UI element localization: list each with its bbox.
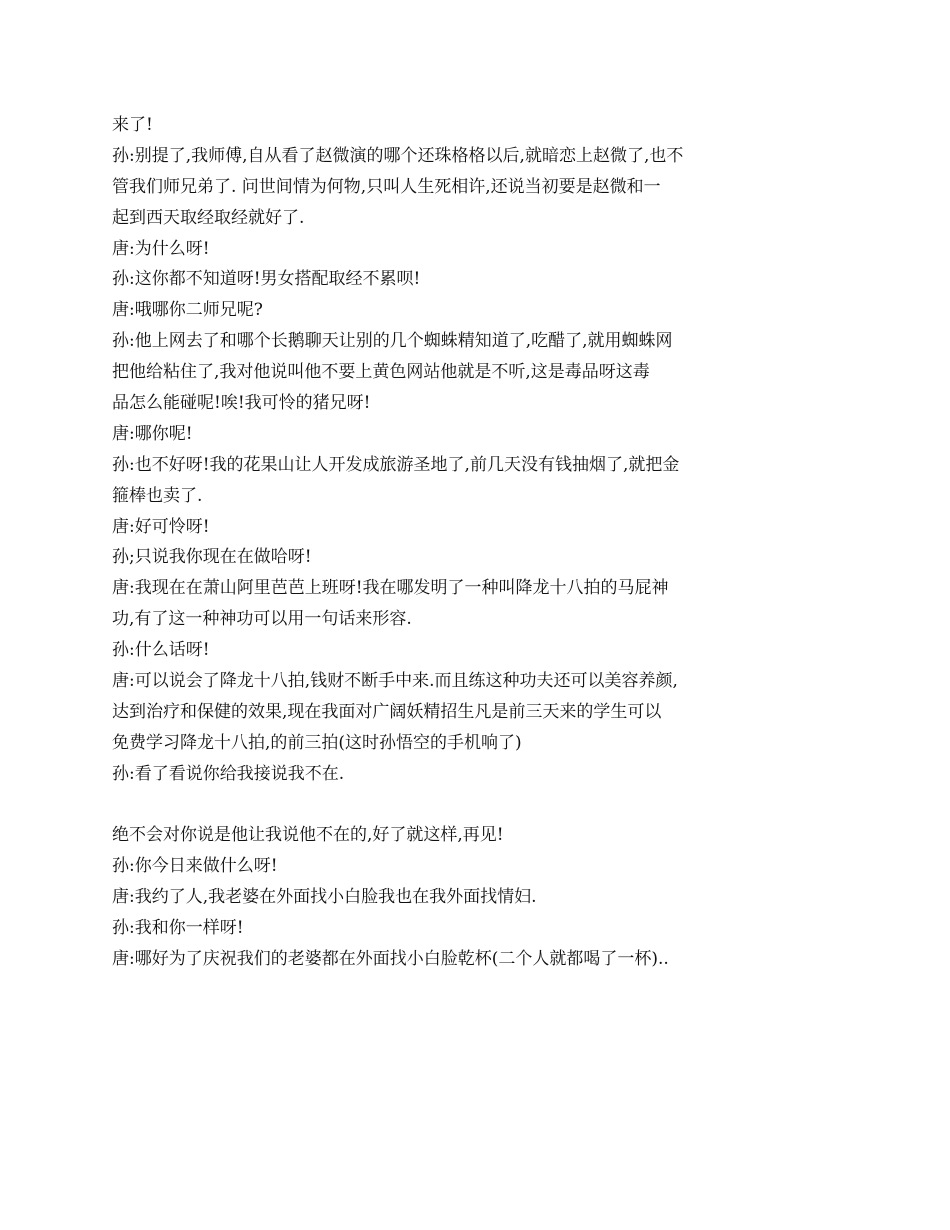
- text-line: 唐:哪你呢!: [112, 423, 193, 444]
- text-line: 孙:这你都不知道呀!男女搭配取经不累呗!: [112, 269, 421, 290]
- document-body: [112, 110, 752, 975]
- text-line: 唐:为什么呀!: [112, 238, 210, 259]
- text-line: 唐:我约了人,我老婆在外面找小白脸我也在我外面找情妇.: [112, 887, 537, 908]
- text-line: 唐:好可怜呀!: [112, 516, 210, 537]
- text-line: 免费学习降龙十八拍,的前三拍(这时孙悟空的手机响了): [112, 732, 522, 753]
- text-line: 起到西天取经取经就好了.: [112, 207, 305, 228]
- text-line: 唐:哪好为了庆祝我们的老婆都在外面找小白脸乾杯(二个人就都喝了一杯)..: [112, 949, 669, 970]
- text-line: 品怎么能碰呢!唉!我可怜的猪兄呀!: [112, 393, 371, 414]
- text-line: 唐:可以说会了降龙十八拍,钱财不断手中来.而且练这种功夫还可以美容养颜,: [112, 671, 678, 692]
- text-line: 孙:别提了,我师傅,自从看了赵微演的哪个还珠格格以后,就暗恋上赵微了,也不: [112, 145, 684, 166]
- text-line: 孙:看了看说你给我接说我不在.: [112, 763, 345, 784]
- text-line: 箍棒也卖了.: [112, 485, 203, 506]
- text-line: 孙:也不好呀!我的花果山让人开发成旅游圣地了,前几天没有钱抽烟了,就把金: [112, 454, 680, 475]
- text-line: 孙:你今日来做什么呀!: [112, 856, 278, 877]
- text-line: 来了!: [112, 115, 153, 135]
- text-line: 功,有了这一种神功可以用一句话来形容.: [112, 609, 412, 630]
- text-line: 孙;只说我你现在在做哈呀!: [112, 547, 312, 568]
- text-line: 唐:哦哪你二师兄呢?: [112, 300, 263, 321]
- text-line: 绝不会对你说是他让我说他不在的,好了就这样,再见!: [112, 825, 504, 846]
- text-line: 把他给粘住了,我对他说叫他不要上黄色网站他就是不听,这是毒品呀这毒: [112, 362, 650, 383]
- text-line: 管我们师兄弟了. 问世间情为何物,只叫人生死相许,还说当初要是赵微和一: [112, 176, 661, 197]
- text-line: 孙:他上网去了和哪个长鹅聊天让别的几个蜘蛛精知道了,吃醋了,就用蜘蛛网: [112, 331, 673, 352]
- text-line: 唐:我现在在萧山阿里芭芭上班呀!我在哪发明了一种叫降龙十八拍的马屁神: [112, 578, 669, 599]
- text-line: 孙:我和你一样呀!: [112, 918, 244, 939]
- blank-line: [112, 790, 752, 821]
- text-line: 孙:什么话呀!: [112, 640, 210, 661]
- text-line: 达到治疗和保健的效果,现在我面对广阔妖精招生凡是前三天来的学生可以: [112, 701, 662, 722]
